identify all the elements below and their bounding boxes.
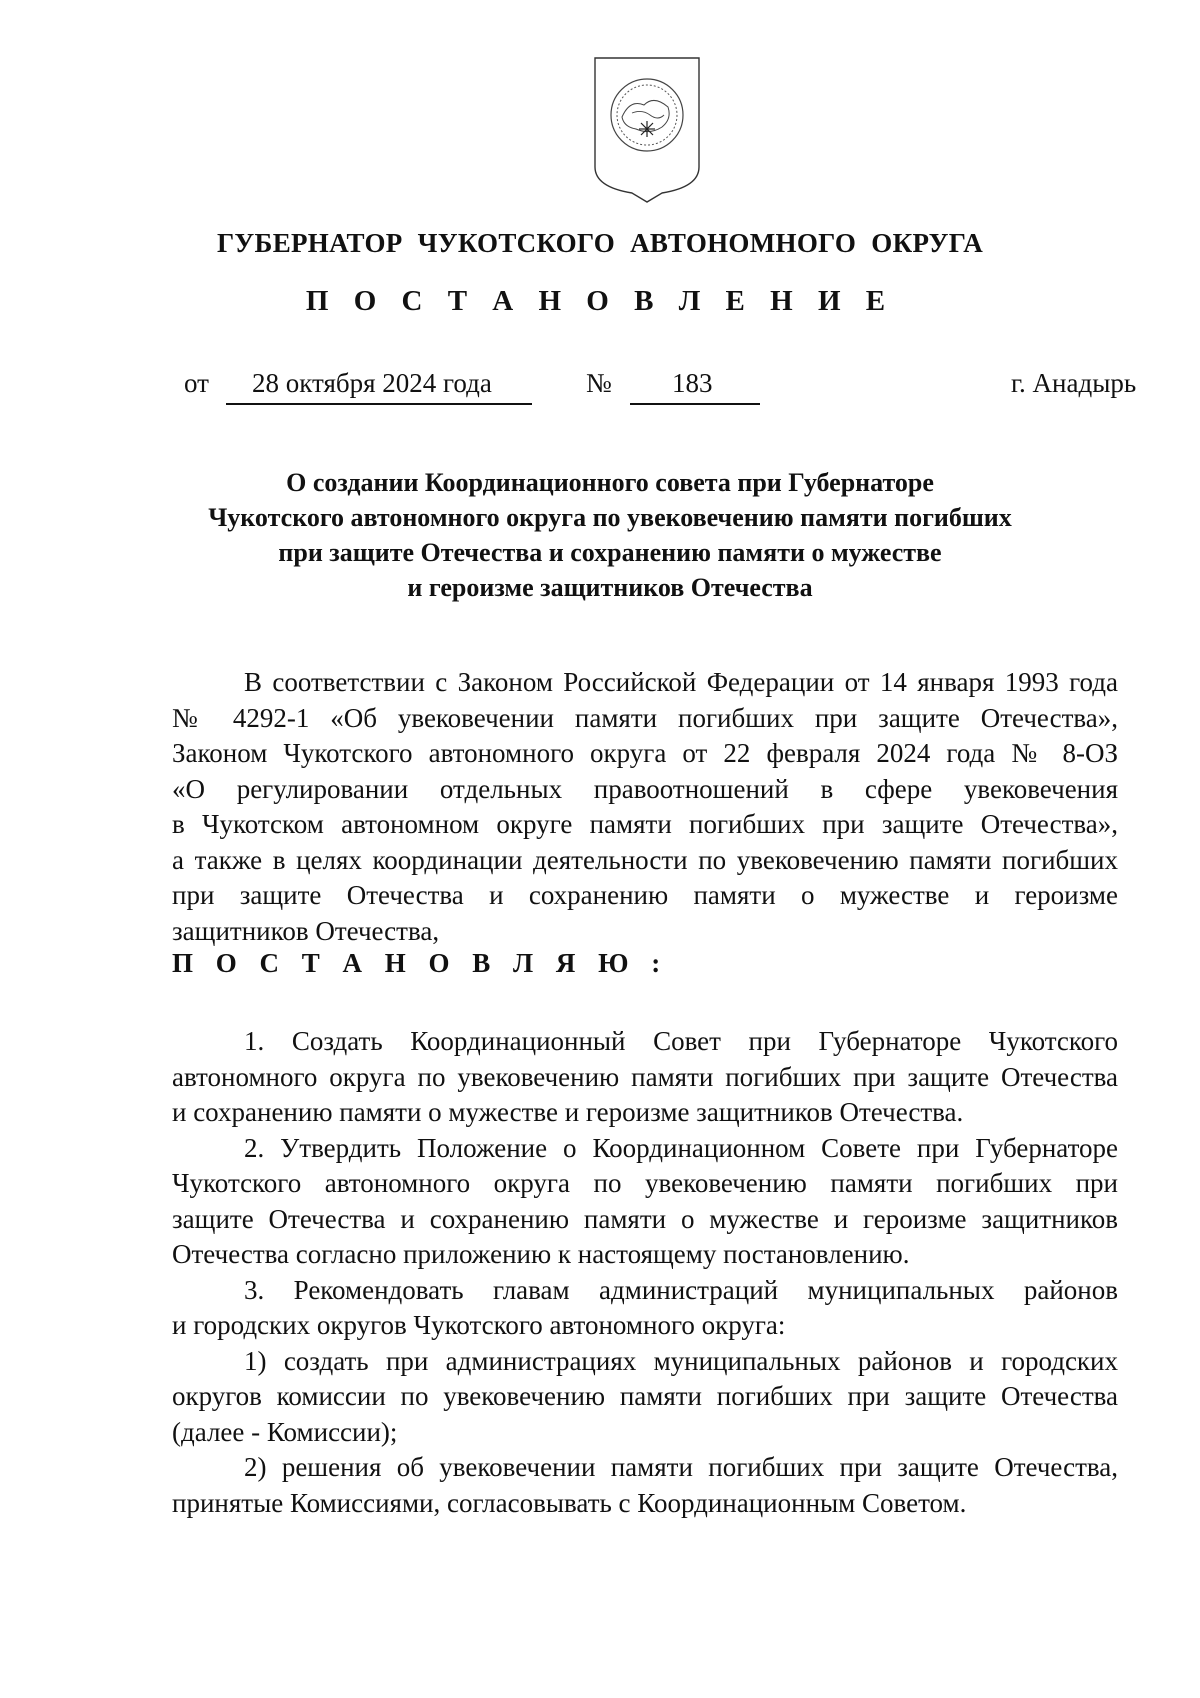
issue-place: г. Анадырь	[1011, 368, 1137, 398]
preamble-line: В соответствии с Законом Российской Федерации от 14 января 1993 года	[244, 667, 1118, 697]
item-line: автономного округа по увековечению памяти погибших при защите Отечества	[172, 1061, 1118, 1092]
item-line: Чукотского автономного округа по увековечению памяти погибших при	[172, 1168, 1118, 1198]
decree-word: П О С Т А Н О В Л Я Ю :	[172, 948, 669, 978]
title-line: при защите Отечества и сохранению памяти о мужестве	[278, 538, 942, 567]
preamble-line: при защите Отечества и сохранению памяти о мужестве и героизме	[172, 880, 1118, 910]
item-line: защите Отечества и сохранению памяти о мужестве и героизме защитников	[172, 1203, 1118, 1234]
number-underline	[630, 403, 760, 405]
preamble-line: «О регулировании отдельных правоотношений в сфере увековечения	[172, 773, 1118, 804]
item-line: и городских округов Чукотского автономного округа:	[172, 1310, 786, 1340]
item-line: Отечества согласно приложению к настоящему постановлению.	[172, 1239, 910, 1269]
preamble-line: № 4292-1 «Об увековечении памяти погибших при защите Отечества»,	[172, 702, 1118, 733]
item-line: принятые Комиссиями, согласовывать с Координационным Советом.	[172, 1487, 967, 1518]
document-title	[160, 465, 1060, 605]
number-label: №	[586, 368, 612, 398]
preamble-line: Законом Чукотского автономного округа от 22 февраля 2024 года № 8-ОЗ	[172, 738, 1118, 768]
coat-of-arms-emblem	[592, 55, 702, 205]
item-line: 3. Рекомендовать главам администраций муниципальных районов	[244, 1274, 1118, 1305]
date-prefix: от	[184, 368, 209, 398]
document-number: 183	[672, 368, 713, 398]
title-line: и героизме защитников Отечества	[407, 573, 813, 602]
item-line: 1. Создать Координационный Совет при Губернаторе Чукотского	[244, 1026, 1118, 1056]
title-line: Чукотского автономного округа по увековечению памяти погибших	[208, 503, 1012, 532]
preamble	[172, 665, 1118, 949]
issuing-authority: ГУБЕРНАТОР ЧУКОТСКОГО АВТОНОМНОГО ОКРУГА	[216, 228, 984, 258]
preamble-line: в Чукотском автономном округе памяти погибших при защите Отечества»,	[172, 809, 1118, 839]
item-line: (далее - Комиссии);	[172, 1416, 398, 1447]
item-line: 2. Утвердить Положение о Координационном Совете при Губернаторе	[244, 1132, 1118, 1163]
title-line: О создании Координационного совета при Губернаторе	[286, 468, 934, 497]
item-line: 2) решения об увековечении памяти погибших при защите Отечества,	[244, 1452, 1118, 1482]
preamble-line: а также в целях координации деятельности по увековечению памяти погибших	[172, 844, 1118, 875]
item-line: 1) создать при администрациях муниципальных районов и городских	[244, 1345, 1118, 1376]
item-line: округов комиссии по увековечению памяти погибших при защите Отечества	[172, 1381, 1118, 1411]
date-underline	[226, 403, 532, 405]
preamble-line: защитников Отечества,	[172, 915, 440, 946]
decree-items	[172, 1024, 1118, 1521]
document-type: П О С Т А Н О В Л Е Н И Е	[305, 285, 895, 317]
document-date: 28 октября 2024 года	[252, 368, 492, 398]
item-line: и сохранению памяти о мужестве и героизме защитников Отечества.	[172, 1097, 964, 1127]
